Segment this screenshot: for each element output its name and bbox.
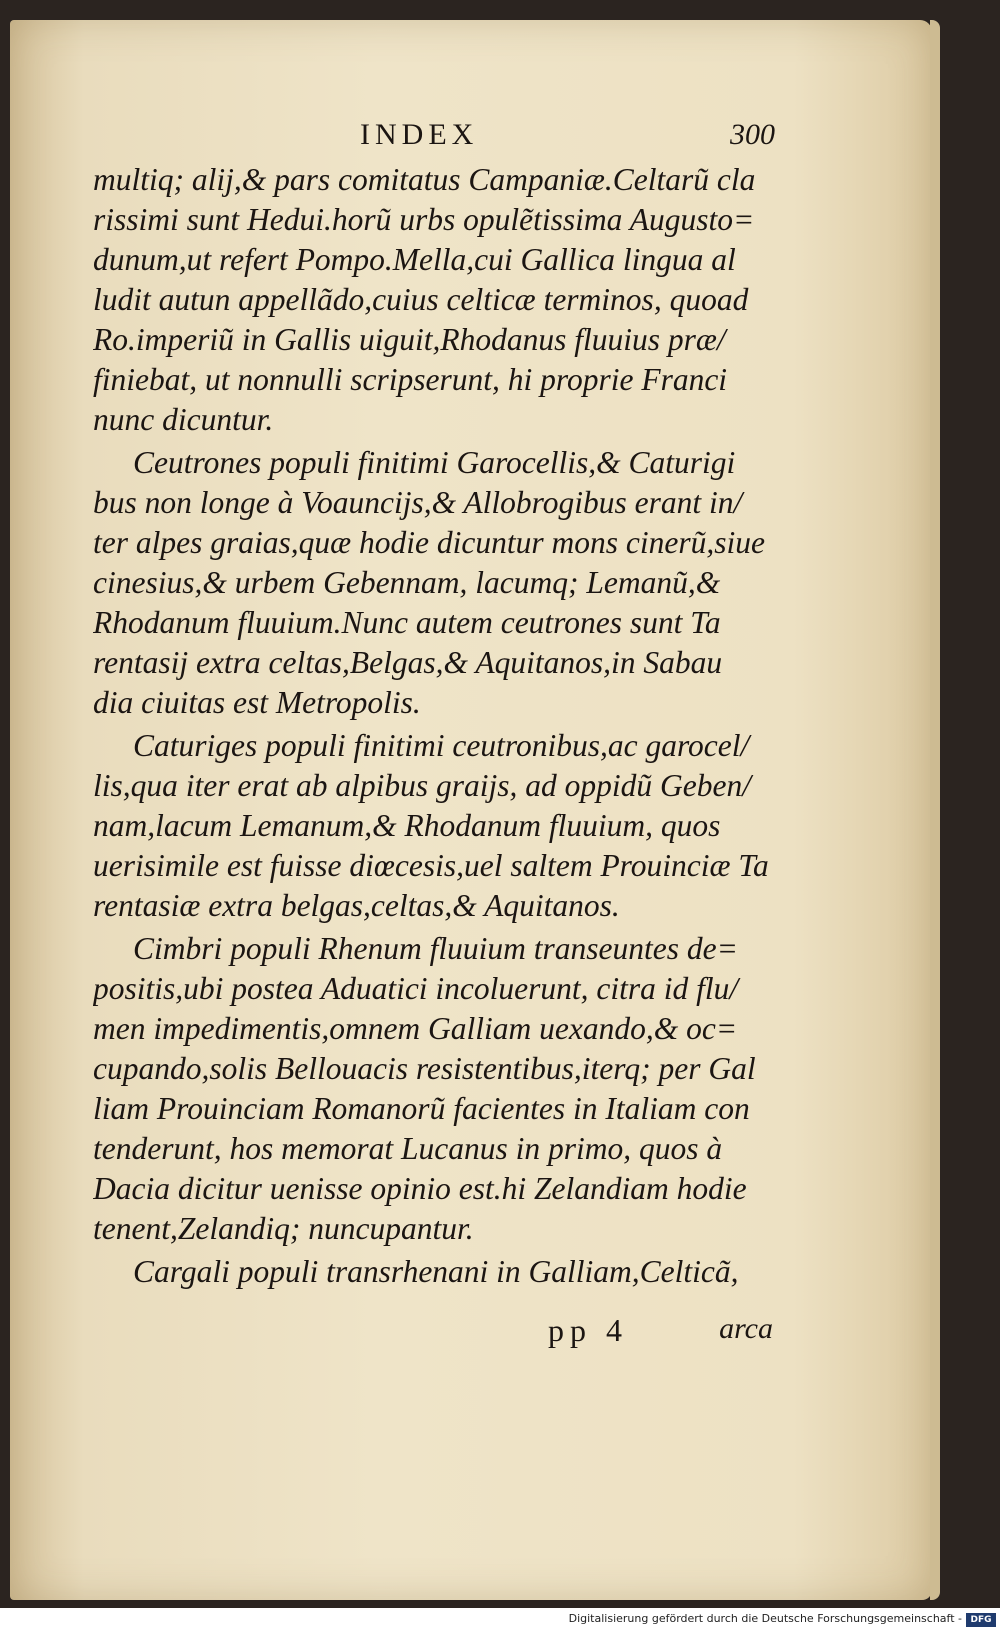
entry-first-line: Cargali populi transrhenani in Galliam,Celticã, bbox=[133, 1254, 739, 1289]
text-line: nam,lacum Lemanum,& Rhodanum fluuium, quos bbox=[93, 808, 721, 843]
text-line: cupando,solis Bellouacis resistentibus,iterq; per Gal bbox=[93, 1051, 756, 1086]
signature-mark: pp 4 bbox=[548, 1312, 628, 1348]
catchword: arca bbox=[719, 1312, 773, 1345]
text-line: dia ciuitas est Metropolis. bbox=[93, 685, 421, 720]
text-line: men impedimentis,omnem Galliam uexando,& oc= bbox=[93, 1011, 738, 1046]
text-line: Ro.imperiũ in Gallis uiguit,Rhodanus fluuius præ/ bbox=[93, 322, 726, 357]
text-line: rissimi sunt Hedui.horũ urbs opulẽtissima Augusto= bbox=[93, 202, 755, 237]
dfg-logo: DFG bbox=[966, 1613, 996, 1627]
text-line: Rhodanum fluuium.Nunc autem ceutrones sunt Ta bbox=[93, 605, 721, 640]
entry-first-line: Cimbri populi Rhenum fluuium transeuntes de= bbox=[133, 931, 738, 966]
text-line: rentasiæ extra belgas,celtas,& Aquitanos. bbox=[93, 888, 620, 923]
text-line: positis,ubi postea Aduatici incoluerunt, citra id flu/ bbox=[93, 971, 739, 1006]
text-line: tenderunt, hos memorat Lucanus in primo, quos à bbox=[93, 1131, 723, 1166]
digitization-credit-bar bbox=[0, 1608, 1000, 1632]
running-head-title: INDEX bbox=[360, 118, 479, 151]
text-line: bus non longe à Voauncijs,& Allobrogibus erant in/ bbox=[93, 485, 743, 520]
text-line: multiq; alij,& pars comitatus Campaniæ.Celtarũ cla bbox=[93, 162, 756, 197]
text-line: Dacia dicitur uenisse opinio est.hi Zelandiam hodie bbox=[93, 1171, 747, 1206]
text-line: lis,qua iter erat ab alpibus graijs, ad oppidũ Geben/ bbox=[93, 768, 751, 803]
entry-first-line: Caturiges populi finitimi ceutronibus,ac garocel/ bbox=[133, 728, 750, 763]
text-line: nunc dicuntur. bbox=[93, 402, 274, 437]
text-line: cinesius,& urbem Gebennam, lacumq; Lemanũ,& bbox=[93, 565, 721, 600]
index-text-block bbox=[93, 160, 773, 1292]
text-line: rentasij extra celtas,Belgas,& Aquitanos,in Sabau bbox=[93, 645, 723, 680]
text-line: finiebat, ut nonnulli scripserunt, hi proprie Franci bbox=[93, 362, 728, 397]
running-head bbox=[95, 118, 775, 154]
text-line: uerisimile est fuisse diœcesis,uel saltem Prouinciæ Ta bbox=[93, 848, 769, 883]
text-line: dunum,ut refert Pompo.Mella,cui Gallica lingua al bbox=[93, 242, 736, 277]
page-footer bbox=[93, 1312, 773, 1352]
book-page bbox=[10, 20, 932, 1600]
text-line: ter alpes graias,quæ hodie dicuntur mons cinerũ,siue bbox=[93, 525, 765, 560]
entry-first-line: Ceutrones populi finitimi Garocellis,& Caturigi bbox=[133, 445, 736, 480]
page-number: 300 bbox=[730, 118, 775, 151]
text-line: tenent,Zelandiq; nuncupantur. bbox=[93, 1211, 474, 1246]
digitization-credit: Digitalisierung gefördert durch die Deutsche Forschungsgemeinschaft - bbox=[568, 1612, 962, 1625]
text-line: ludit autun appellãdo,cuius celticæ terminos, quoad bbox=[93, 282, 749, 317]
text-line: liam Prouinciam Romanorũ facientes in Italiam con bbox=[93, 1091, 750, 1126]
